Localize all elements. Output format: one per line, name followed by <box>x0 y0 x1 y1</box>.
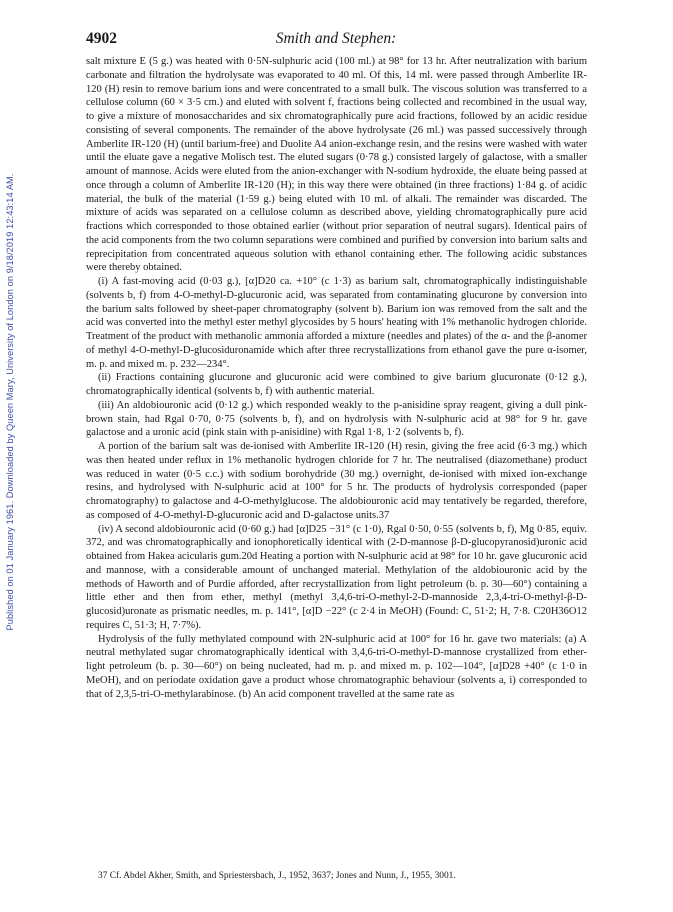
page-number: 4902 <box>86 30 117 47</box>
paragraph: Hydrolysis of the fully methylated compound with 2N-sulphuric acid at 100° for 16 hr. gave two materials: (a) A neutral methylated sugar chromatographically identical with 3,4,6-tri-O-methyl-D-mannose crystallized from ether-light petroleum (b. p. 30—60°) on being nucleated, had m. p. and mixed m. p. 102—104°, [α]D28 +40° (c 1·0 in MeOH), and on periodate oxidation gave a product whose chromatographic behaviour (solvents a, i) corresponded to that of 2,3,5-tri-O-methylarabinose. (b) An acid component travelled at the same rate as <box>86 633 587 700</box>
paragraph: salt mixture E (5 g.) was heated with 0·5N-sulphuric acid (100 ml.) at 98° for 13 hr. After neutralization with barium carbonate and filtration the hydrolysate was evaporated to 40 ml. Of this, 14 ml. were passed through Amberlite IR-120 (H) resin to remove barium ions and were concentrated to a small bulk. The viscous solution was transferred to a cellulose column (60 × 3·5 cm.) and eluted with solvent f, fractions being collected and recombined in the usual way, to give a mixture of monosaccharides and six chromatographically pure acid fractions, followed by an acidic residue consisting of several components. The remainder of the above hydrolysate (26 ml.) was passed successively through Amberlite IR-120 (H) (until barium-free) and Duolite A4 anion-exchange resin, and the resins were washed with water until the eluate gave a negative Molisch test. The eluted sugars (0·78 g.) consisted largely of galactose, with a smaller amount of mannose. Acids were eluted from the anion-exchanger with N-sodium hydroxide, the eluate being passed at once through a column of Amberlite IR-120 (H); in this way there were obtained (in three fractions) 1·84 g. of acidic material, the bulk of the material (1·59 g.) being eluted with 10 ml. of alkali. The remainder was discarded. The mixture of acids was separated on a cellulose column as described above, yielding chromatographically pure acid fractions which corresponded to those obtained earlier (without prior separation of neutral sugars). Identical pairs of the acid components from the two column separations were combined and purified by conversion into barium salts and reprecipitation from concentrated aqueous solution with ethanol containing ether. The following acidic substances were thereby obtained. <box>86 56 587 274</box>
running-head: Smith and Stephen: <box>275 30 397 47</box>
download-watermark-text: Published on 01 January 1961. Downloaded by Queen Mary, University of London on 9/18/2019 12:43:14 AM. <box>5 173 15 631</box>
article-body <box>86 55 587 701</box>
paragraph: (iii) An aldobiouronic acid (0·12 g.) which responded weakly to the p-anisidine spray reagent, giving a dull pink-brown stain, had Rgal 0·70, 0·75 (solvents b, f), and on hydrolysis with N-sulphuric acid at 98° for 9 hr. gave galactose and a uronic acid (pink stain with p-anisidine) with Rgal 1·8, 1·2 (solvents b, f). <box>86 399 587 439</box>
footnote: 37 Cf. Abdel Akher, Smith, and Spriestersbach, J., 1952, 3637; Jones and Nunn, J., 1955, 3001. <box>98 871 456 881</box>
paragraph: (iv) A second aldobiouronic acid (0·60 g.) had [α]D25 −31° (c 1·0), Rgal 0·50, 0·55 (solvents b, f), Mg 0·85, equiv. 372, and was chromatographically and ionophoretically identical with (2-D-mannose β-D-glucopyranosid)uronic acid obtained from Hakea acicularis gum.20d Heating a portion with N-sulphuric acid at 98° for 10 hr. gave glucuronic acid and mannose, with a considerable amount of unchanged material. Methylation of the aldobiouronic acid by the methods of Haworth and of Purdie afforded, after recrystallization from light petroleum (b. p. 30—60°) containing a little ether and then from ether, methyl (methyl 3,4,6-tri-O-methyl-2-D-mannoside 2,3,4-tri-O-methyl-β-D-glucosid)uronate as prismatic needles, m. p. 141°, [α]D −22° (c 2·4 in MeOH) (Found: C, 51·2; H, 7·8. C20H36O12 requires C, 51·3; H, 7·7%). <box>86 523 587 631</box>
download-watermark <box>3 92 17 712</box>
paragraph: (ii) Fractions containing glucurone and glucuronic acid were combined to give barium glucuronate (0·12 g.), chromatographically identical (solvents b, f) with authentic material. <box>86 372 587 397</box>
paragraph: A portion of the barium salt was de-ionised with Amberlite IR-120 (H) resin, giving the free acid (6·3 mg.) which was then heated under reflux in 1% methanolic hydrogen chloride for 7 hr. The neutralised (diazomethane) product was reduced in water (0·5 c.c.) with sodium borohydride (30 mg.) overnight, de-ionised with mixed ion-exchange resins, and hydrolysed with N-sulphuric acid at 100° for 5 hr. The products of hydrolysis corresponded (paper chromatography) to galactose and 4-O-methylglucose. The aldobiouronic acid may tentatively be regarded, therefore, as composed of 4-O-methyl-D-glucuronic acid and D-galactose units.37 <box>86 441 587 521</box>
paragraph: (i) A fast-moving acid (0·03 g.), [α]D20 ca. +10° (c 1·3) as barium salt, chromatographically indistinguishable (solvents b, f) from 4-O-methyl-D-glucuronic acid, was separated from contaminating glucurone by conversion into the barium salts followed by sheet-paper chromatography (solvent b). Barium ion was removed from the salt and the acid was converted into the methyl ester methyl glycosides by 5 hours' heating with 1% methanolic hydrogen chloride. Treatment of the product with methanolic ammonia afforded a mixture (needles and plates) of the α- and the β-anomer of methyl 4-O-methyl-D-glucosiduronamide which after three recrystallizations from ethanol gave the pure α-isomer, m. p. and mixed m. p. 232—234°. <box>86 276 587 370</box>
page-header <box>86 30 586 54</box>
